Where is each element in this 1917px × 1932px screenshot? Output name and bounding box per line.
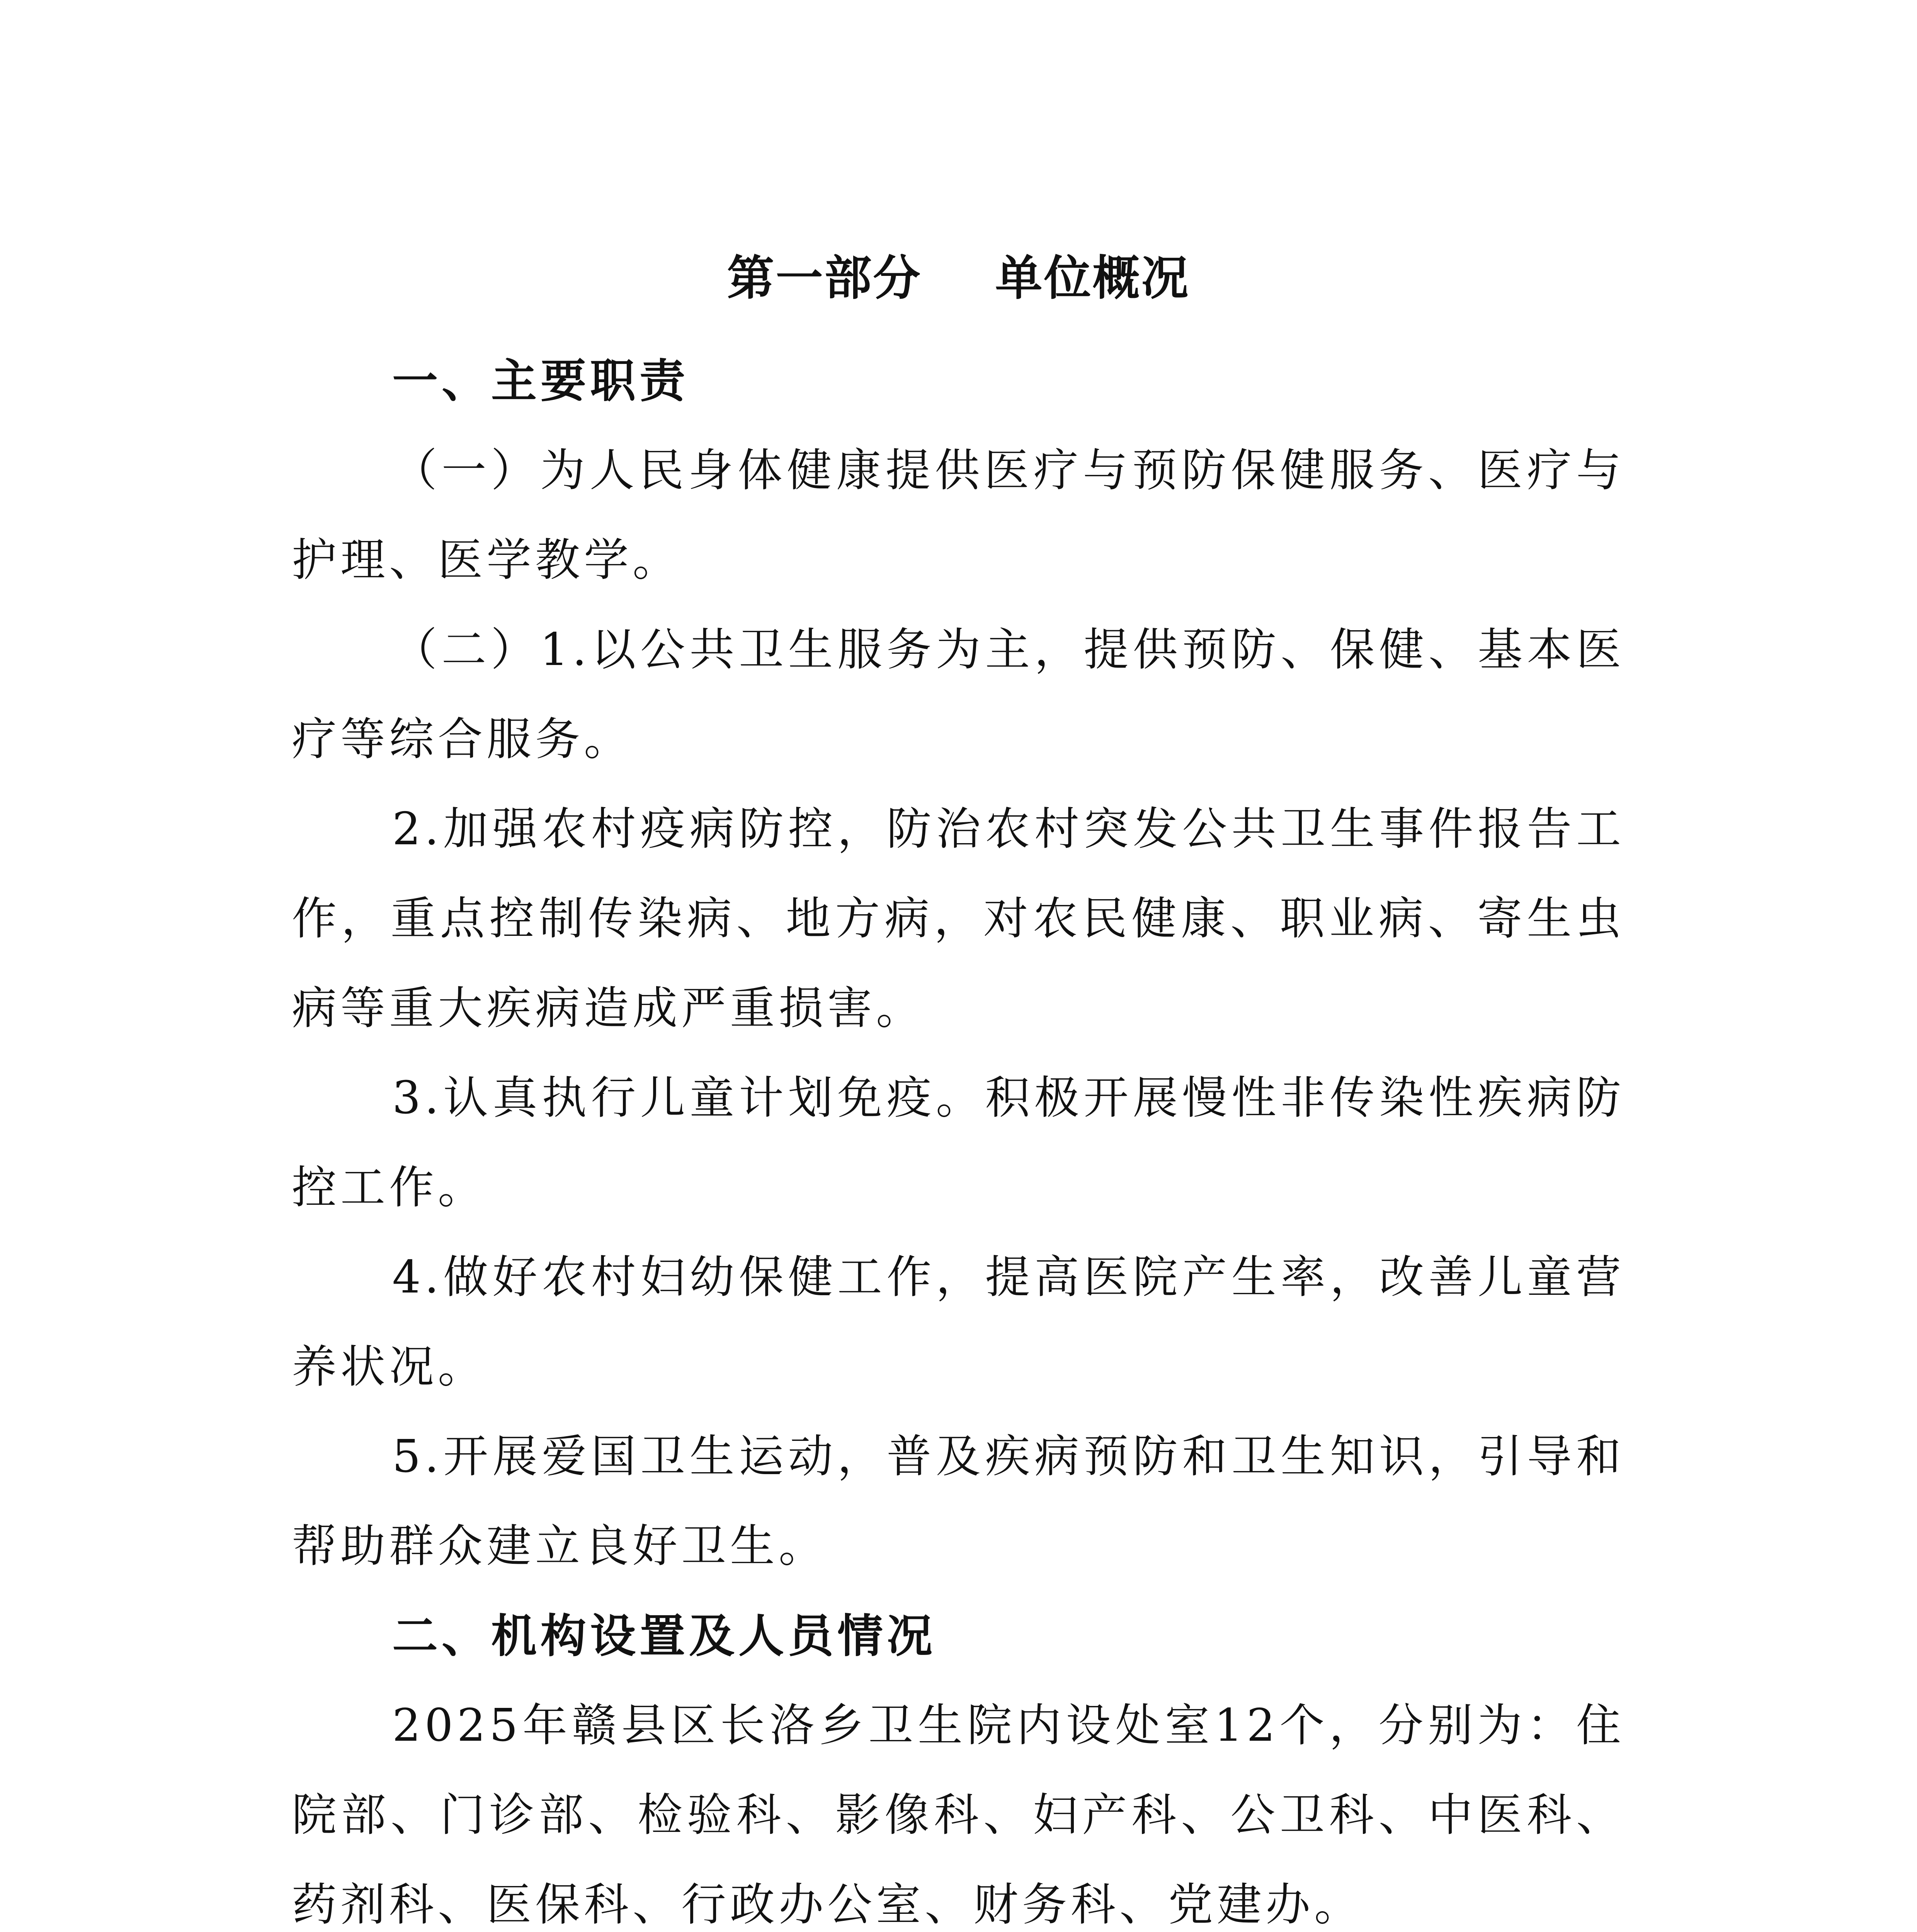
duty-paragraph-6: 5.开展爱国卫生运动，普及疾病预防和卫生知识，引导和帮助群众建立良好卫生。 bbox=[292, 1430, 1625, 1572]
duty-paragraph-1: （一）为人民身体健康提供医疗与预防保健服务、医疗与护理、医学教学。 bbox=[292, 444, 1625, 586]
title-name: 单位概况 bbox=[995, 251, 1190, 306]
document-body bbox=[292, 336, 1625, 1932]
section-heading-main-duties: 一、主要职责 bbox=[392, 354, 689, 408]
duty-paragraph-4: 3.认真执行儿童计划免疫。积极开展慢性非传染性疾病防控工作。 bbox=[292, 1072, 1625, 1214]
title-part: 第一部分 bbox=[727, 251, 922, 306]
page-title bbox=[0, 247, 1917, 309]
duty-paragraph-3: 2.加强农村疫病防控，防治农村突发公共卫生事件报告工作，重点控制传染病、地方病，对农民健康、职业病、寄生虫病等重大疾病造成严重损害。 bbox=[292, 803, 1625, 1034]
duty-paragraph-2: （二）1.以公共卫生服务为主，提供预防、保健、基本医疗等综合服务。 bbox=[292, 624, 1625, 765]
organization-paragraph: 2025年赣县区长洛乡卫生院内设处室12个，分别为：住院部、门诊部、检验科、影像科、妇产科、公卫科、中医科、药剂科、医保科、行政办公室、财务科、党建办。 bbox=[292, 1699, 1625, 1931]
section-heading-organization: 二、机构设置及人员情况 bbox=[392, 1609, 937, 1663]
duty-paragraph-5: 4.做好农村妇幼保健工作，提高医院产生率，改善儿童营养状况。 bbox=[292, 1251, 1625, 1393]
